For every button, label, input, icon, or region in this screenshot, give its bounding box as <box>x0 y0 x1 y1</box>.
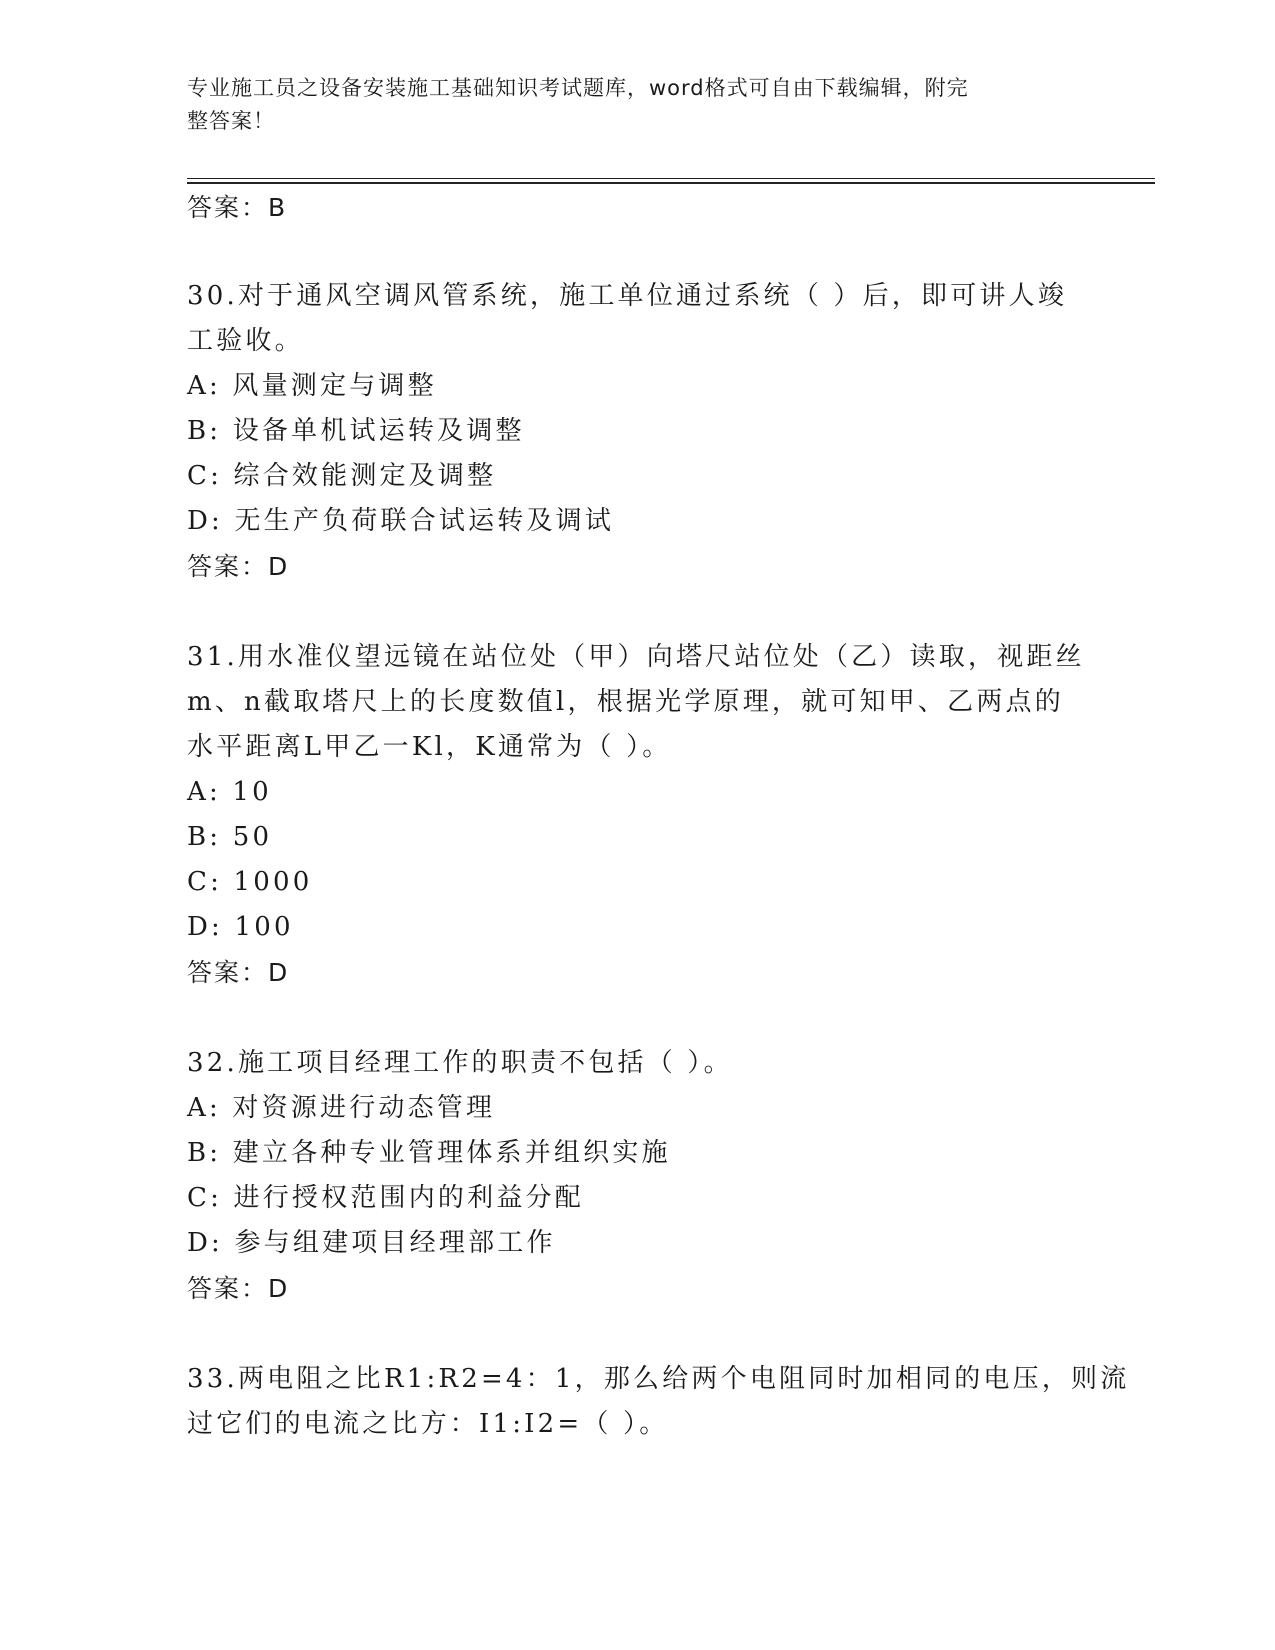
question-31-option-b: B: 50 <box>187 822 273 852</box>
question-30-option-a: A: 风量测定与调整 <box>187 371 437 401</box>
question-31-option-d: D: 100 <box>187 912 294 942</box>
question-32-option-a: A: 对资源进行动态管理 <box>187 1093 496 1123</box>
answer-line: 答案：B <box>187 193 288 222</box>
question-30-option-c: C: 综合效能测定及调整 <box>187 461 497 491</box>
question-32-option-b: B: 建立各种专业管理体系并组织实施 <box>187 1138 671 1168</box>
question-33-stem-line-2: 过它们的电流之比方：I1:I2=（ ）。 <box>187 1409 669 1439</box>
question-31-stem-line-3: 水平距离L甲乙一Kl，K通常为（ ）。 <box>187 732 672 762</box>
question-31-stem-line-1: 31.用水准仪望远镜在站位处（甲）向塔尺站位处（乙）读取，视距丝 <box>187 642 1085 672</box>
header-divider-thick <box>187 182 1155 184</box>
question-30-stem-line-1: 30.对于通风空调风管系统，施工单位通过系统（ ）后，即可讲人竣 <box>187 281 1068 311</box>
question-32-option-c: C: 进行授权范围内的利益分配 <box>187 1183 584 1213</box>
question-31-answer: 答案：D <box>187 958 290 987</box>
question-30-option-d: D: 无生产负荷联合试运转及调试 <box>187 506 615 536</box>
question-32-stem-line-1: 32.施工项目经理工作的职责不包括（ ）。 <box>187 1048 733 1078</box>
question-30-stem-line-2: 工验收。 <box>187 326 304 356</box>
question-31-option-a: A: 10 <box>187 777 272 807</box>
header-line-2: 整答案！ <box>187 109 275 133</box>
question-30-option-b: B: 设备单机试运转及调整 <box>187 416 525 446</box>
document-header <box>187 72 1067 138</box>
question-32-answer: 答案：D <box>187 1274 290 1303</box>
question-32-option-d: D: 参与组建项目经理部工作 <box>187 1228 556 1258</box>
question-33-stem-line-1: 33.两电阻之比R1:R2=4：1，那么给两个电阻同时加相同的电压，则流 <box>187 1364 1130 1394</box>
header-line-1: 专业施工员之设备安装施工基础知识考试题库，word格式可自由下载编辑，附完 <box>187 76 969 100</box>
question-30-answer: 答案：D <box>187 552 290 581</box>
question-31-option-c: C: 1000 <box>187 867 313 897</box>
question-31-stem-line-2: m、n截取塔尺上的长度数值l，根据光学原理，就可知甲、乙两点的 <box>187 687 1064 717</box>
header-divider-thin <box>187 178 1155 179</box>
